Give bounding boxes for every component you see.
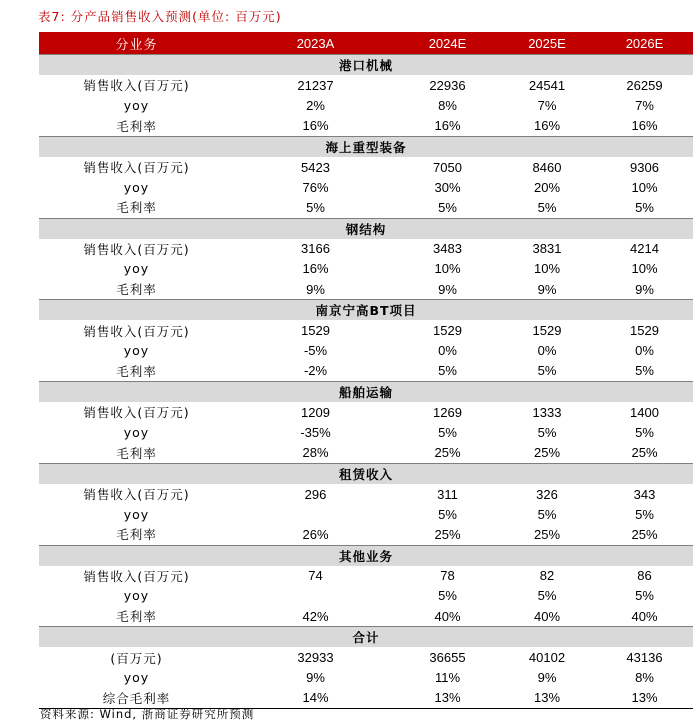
header-2024e: 2024E (397, 32, 498, 55)
table-cell: 5% (537, 424, 557, 440)
table-cell: 8% (635, 670, 654, 686)
table-cell: 5% (635, 199, 654, 215)
table-cell (234, 504, 397, 524)
table-cell: 9% (635, 281, 654, 297)
table-caption: 表7: 分产品销售收入预测(单位: 百万元) (38, 9, 282, 24)
table-cell: 5% (438, 199, 457, 215)
row-label: 销售收入(百万元) (83, 241, 190, 257)
table-cell: 11% (434, 670, 461, 686)
row-label: 毛利率 (116, 609, 157, 625)
table-cell: 5% (306, 199, 325, 215)
table-cell: 10% (631, 179, 658, 195)
table-body (39, 55, 693, 709)
table-row (39, 524, 693, 545)
section-title: 其他业务 (39, 545, 693, 566)
header-2023a: 2023A (234, 32, 397, 55)
table-cell: 24541 (528, 77, 566, 93)
table-cell: 9% (537, 281, 557, 297)
table-cell: 40% (631, 608, 658, 624)
table-cell: 13% (596, 688, 693, 709)
table-cell: 40% (434, 608, 461, 624)
section-header-row (39, 463, 693, 484)
table-row (39, 668, 693, 688)
section-header-row (39, 136, 693, 157)
table-cell: 5% (635, 424, 654, 440)
row-label: 销售收入(百万元) (83, 78, 190, 94)
row-label: yoy (123, 506, 150, 522)
row-label: yoy (123, 588, 150, 604)
table-cell: 16% (302, 261, 329, 277)
table-cell: 78 (440, 568, 455, 584)
table-row (39, 116, 693, 137)
table-cell: 5% (635, 588, 654, 604)
table-row (39, 504, 693, 524)
table-cell: 82 (539, 568, 555, 584)
table-cell: 16% (302, 118, 329, 134)
table-cell: 13% (498, 688, 596, 709)
section-header-row (39, 300, 693, 321)
table-row (39, 484, 693, 504)
table-cell: 26% (302, 526, 329, 542)
table-cell: 1209 (301, 404, 330, 420)
table-row (39, 606, 693, 627)
row-label: 毛利率 (116, 200, 157, 216)
section-title: 钢结构 (39, 218, 693, 239)
section-title: 南京宁高BT项目 (39, 300, 693, 321)
section-header-row (39, 55, 693, 76)
table-cell: 9% (438, 281, 457, 297)
table-cell: 3831 (532, 241, 562, 257)
row-label: (百万元) (110, 650, 163, 666)
table-cell: 0% (438, 343, 457, 359)
table-cell: 28% (302, 445, 329, 461)
table-row (39, 443, 693, 464)
table-cell: 1400 (630, 404, 659, 420)
table-cell: 1333 (532, 404, 562, 420)
row-label: 综合毛利率 (39, 688, 234, 709)
source-note: 资料来源: Wind, 浙商证券研究所预测 (40, 707, 255, 721)
table-cell: 14% (234, 688, 397, 709)
table-cell: 10% (533, 261, 561, 277)
table-row (39, 259, 693, 279)
table-cell: 10% (434, 261, 461, 277)
table-cell: 86 (637, 568, 652, 584)
table-cell: 1529 (433, 323, 462, 339)
table-cell: 1269 (433, 404, 462, 420)
table-cell: 13% (397, 688, 498, 709)
section-header-row (39, 218, 693, 239)
section-title: 船舶运输 (39, 382, 693, 403)
table-cell: 9% (537, 670, 557, 686)
table-cell: 9306 (630, 159, 659, 175)
row-label: 毛利率 (116, 527, 157, 543)
table-row (39, 361, 693, 382)
section-title: 合计 (39, 627, 693, 648)
table-cell: -2% (303, 363, 328, 379)
table-cell: 343 (633, 486, 656, 502)
table-cell: 9% (306, 281, 325, 297)
table-cell: 9% (306, 670, 325, 686)
table-cell (234, 586, 397, 606)
table-cell: 25% (434, 526, 461, 542)
table-cell: 7050 (433, 159, 462, 175)
table-cell: 32933 (297, 650, 334, 666)
row-label: 销售收入(百万元) (83, 568, 190, 584)
table-cell: 5% (537, 588, 557, 604)
row-label: yoy (123, 261, 150, 277)
table-cell: 0% (537, 343, 557, 359)
table-cell: 26259 (626, 77, 663, 93)
table-cell: 7% (635, 97, 654, 113)
table-cell: 42% (302, 608, 329, 624)
row-label: yoy (123, 343, 150, 359)
section-title: 租赁收入 (39, 463, 693, 484)
row-label: 销售收入(百万元) (83, 323, 190, 339)
header-2026e: 2026E (596, 32, 693, 55)
row-label: 毛利率 (116, 363, 157, 379)
table-cell: 21237 (297, 77, 334, 93)
row-label: yoy (123, 670, 150, 686)
table-row (39, 566, 693, 586)
table-cell: 43136 (626, 650, 663, 666)
table-cell: 3483 (433, 241, 462, 257)
row-label: 销售收入(百万元) (83, 487, 190, 503)
table-row (39, 402, 693, 422)
table-row (39, 197, 693, 218)
table-cell: 8% (438, 97, 457, 113)
table-cell: 25% (533, 445, 561, 461)
row-label: 毛利率 (116, 445, 157, 461)
table-cell: 22936 (429, 77, 466, 93)
table-cell: 5% (537, 363, 557, 379)
table-cell: 74 (308, 568, 323, 584)
row-label: yoy (123, 97, 150, 113)
table-cell: -5% (303, 343, 328, 359)
table-cell: 0% (635, 343, 654, 359)
table-cell: 311 (437, 486, 458, 502)
table-cell: 25% (434, 445, 461, 461)
table-row (39, 422, 693, 442)
table-cell: 20% (533, 179, 561, 195)
row-label: 销售收入(百万元) (83, 160, 190, 176)
table-cell: 1529 (532, 323, 562, 339)
section-header-row (39, 545, 693, 566)
table-cell: 16% (631, 118, 658, 134)
table-cell: 25% (631, 445, 658, 461)
section-title: 海上重型装备 (39, 136, 693, 157)
table-cell: 30% (434, 179, 461, 195)
section-title: 港口机械 (39, 55, 693, 76)
table-row (39, 75, 693, 95)
table-row (39, 341, 693, 361)
table-cell: 5% (635, 363, 654, 379)
section-header-row (39, 382, 693, 403)
table-row (39, 239, 693, 259)
table-cell: 326 (536, 486, 558, 502)
table-cell: 5% (537, 199, 557, 215)
header-2025e: 2025E (498, 32, 596, 55)
row-label: 销售收入(百万元) (83, 405, 190, 421)
table-cell: 76% (302, 179, 329, 195)
table-cell: 296 (304, 486, 327, 502)
table-cell: 25% (533, 526, 561, 542)
table-cell: 5% (635, 506, 654, 522)
section-header-row (39, 627, 693, 648)
table-row (39, 586, 693, 606)
table-row (39, 320, 693, 340)
table-row (39, 95, 693, 115)
table-row (39, 177, 693, 197)
table-row (39, 279, 693, 300)
table-cell: 3166 (301, 241, 330, 257)
table-cell: 8460 (532, 159, 562, 175)
header-segment: 分业务 (39, 32, 234, 55)
table-cell: 4214 (630, 241, 659, 257)
table-cell: 5% (537, 506, 557, 522)
row-label: 毛利率 (116, 282, 157, 298)
table-cell: 5423 (301, 159, 330, 175)
table-cell: 16% (434, 118, 461, 134)
row-label: 毛利率 (116, 118, 157, 134)
table-header-row (39, 32, 693, 55)
table-cell: 16% (533, 118, 561, 134)
table-cell: 5% (438, 363, 457, 379)
row-label: yoy (123, 424, 150, 440)
table-cell: 7% (537, 97, 557, 113)
table-cell: 2% (306, 97, 325, 113)
table-row (39, 647, 693, 667)
revenue-forecast-table (39, 32, 693, 709)
table-cell: 1529 (630, 323, 659, 339)
table-cell: 25% (631, 526, 658, 542)
row-label: yoy (123, 179, 150, 195)
table-cell: 10% (631, 261, 658, 277)
table-row (39, 157, 693, 177)
table-cell: 40102 (528, 650, 566, 666)
table-cell: 5% (438, 506, 457, 522)
table-cell: 5% (438, 588, 457, 604)
table-cell: 36655 (429, 650, 466, 666)
table-cell: 40% (533, 608, 561, 624)
table-cell: -35% (300, 424, 331, 440)
table-cell: 1529 (301, 323, 330, 339)
table-cell: 5% (438, 424, 457, 440)
